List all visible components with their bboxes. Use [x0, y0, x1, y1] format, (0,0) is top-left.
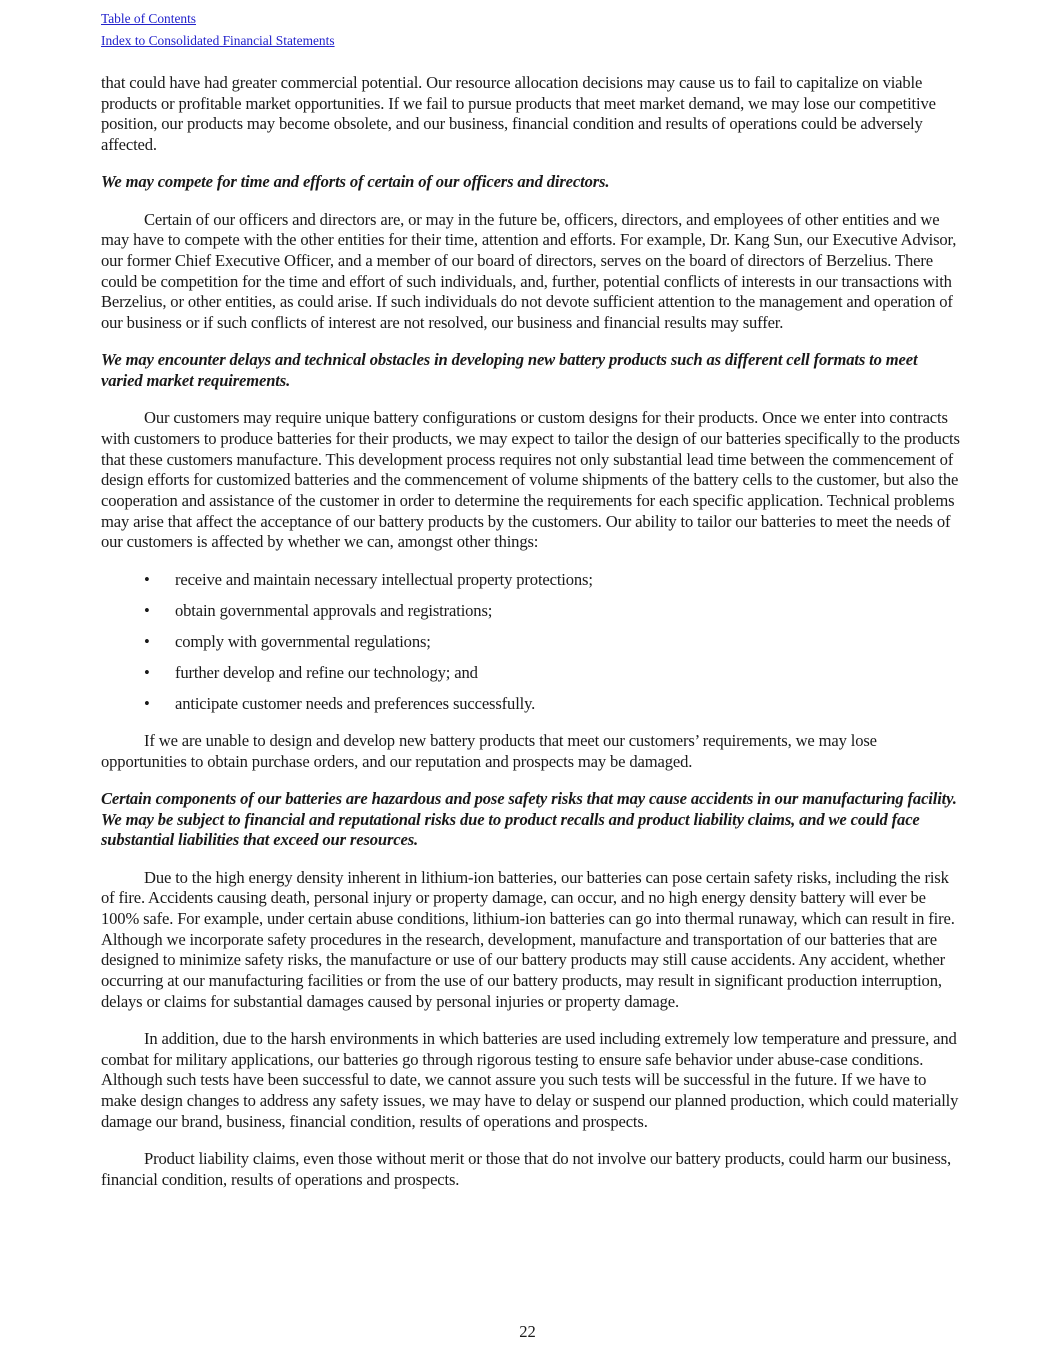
list-item: • anticipate customer needs and preferences successfully. — [144, 693, 536, 713]
bullet-icon: • — [144, 662, 150, 682]
list-item: • further develop and refine our technology; and — [144, 662, 478, 682]
requirements-list — [101, 570, 961, 715]
list-item: • receive and maintain necessary intellectual property protections; — [144, 569, 593, 589]
paragraph-product-liability: Product liability claims, even those without merit or those that do not involve our battery products, could harm our business, financial condition, results of operations and prospects. — [101, 1149, 951, 1189]
bullet-icon: • — [144, 693, 150, 713]
paragraph-continuation: that could have had greater commercial potential. Our resource allocation decisions may cause us to fail to capitalize on viable products or profitable market opportunities. If we fail to pursue products that meet market demand, we may lose our competitive position, our products may become obsolete, and our business, financial condition and results of operations could be adversely affected. — [101, 73, 936, 155]
table-of-contents-link[interactable]: Table of Contents — [101, 11, 197, 26]
list-item: • comply with governmental regulations; — [144, 631, 431, 651]
paragraph-energy-density: Due to the high energy density inherent in lithium-ion batteries, our batteries can pose certain safety risks, including the risk of fire. Accidents causing death, personal injury or property damage, can occur, and no high energy density battery will ever be 100% safe. For example, under certain abuse conditions, lithium-ion batteries can go into thermal runaway, which can result in fire. Although we incorporate safety procedures in the research, development, manufacture and transportation of our batteries that are designed to minimize safety risks, the manufacture or use of our battery products may still cause accidents. Any accident, whether occurring at our manufacturing facilities or from the use of our battery products, may result in significant production interruption, delays or claims for substantial damages caused by personal injuries or property damage. — [101, 867, 955, 1011]
risk-heading-technical-obstacles: We may encounter delays and technical obstacles in developing new battery products such as different cell formats to meet varied market requirements. — [101, 350, 918, 390]
paragraph-officers-directors: Certain of our officers and directors are, or may in the future be, officers, directors, and employees of other entities and we may have to compete with the other entities for their time, attention and efforts. For example, Dr. Kang Sun, our Executive Advisor, our former Chief Executive Officer, and a member of our board of directors, serves on the board of directors of Berzelius. There could be competition for the time and effort of such individuals, and, further, potential conflicts of interests in our transactions with Berzelius, or other entities, as could arise. If such individuals do not devote sufficient attention to the management and operation of our business or if such conflicts of interest are not resolved, our business and financial results may suffer. — [101, 209, 957, 333]
bullet-icon: • — [144, 600, 150, 620]
index-financial-statements-link[interactable]: Index to Consolidated Financial Statements — [101, 33, 335, 48]
list-item: • obtain governmental approvals and registrations; — [144, 600, 493, 620]
paragraph-custom-designs: Our customers may require unique battery configurations or custom designs for their products. Once we enter into contracts with customers to produce batteries for their products, we may expect to tailor the design of our batteries specifically to the products that these customers manufacture. This development process requires not only substantial lead time between the commencement of design efforts for customized batteries and the commencement of volume shipments of the battery cells to the customer, but also the cooperation and assistance of the customer in order to determine the requirements for each specific application. Technical problems may arise that affect the acceptance of our battery products by the customers. Our ability to tailor our batteries to meet the needs of our customers is affected by whether we can, amongst other things: — [101, 408, 960, 552]
document-body — [101, 73, 961, 1207]
paragraph-unable-to-design: If we are unable to design and develop new battery products that meet our customers’ requirements, we may lose opportunities to obtain purchase orders, and our reputation and prospects may be damaged. — [101, 731, 877, 771]
page-number: 22 — [519, 1322, 536, 1341]
paragraph-harsh-environments: In addition, due to the harsh environments in which batteries are used including extremely low temperature and pressure, and combat for military applications, our batteries go through rigorous testing to ensure safe behavior under abuse-case conditions. Although such tests have been successful to date, we cannot assure you such tests will be successful in the future. If we have to make design changes to address any safety issues, we may have to delay or suspend our planned production, which could materially damage our brand, business, financial condition, results of operations and prospects. — [101, 1029, 959, 1131]
risk-heading-hazardous-components: Certain components of our batteries are hazardous and pose safety risks that may cause accidents in our manufacturing facility. We may be subject to financial and reputational risks due to product recalls and product liability claims, and we could face substantial liabilities that exceed our resources. — [101, 789, 957, 850]
bullet-icon: • — [144, 569, 150, 589]
bullet-icon: • — [144, 631, 150, 651]
top-navigation — [101, 8, 335, 52]
risk-heading-officers-directors: We may compete for time and efforts of certain of our officers and directors. — [101, 172, 610, 192]
